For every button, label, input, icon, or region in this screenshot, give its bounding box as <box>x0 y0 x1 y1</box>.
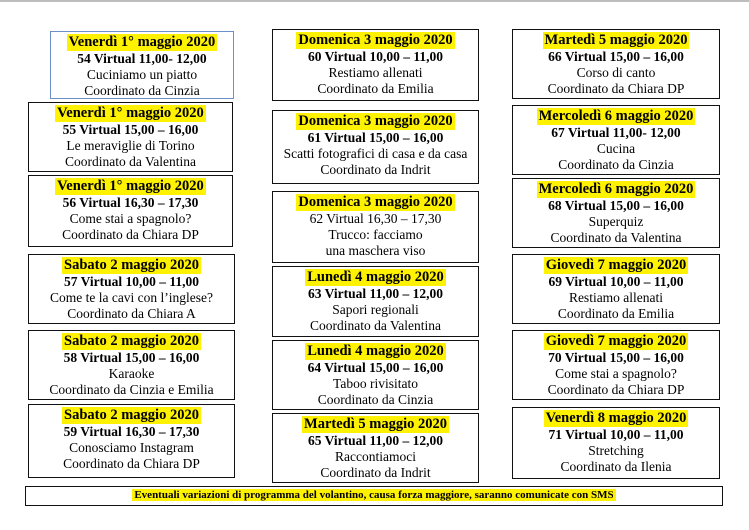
event-title: Taboo rivisitato <box>333 376 418 391</box>
event-code: 71 Virtual 10,00 – 11,00 <box>548 427 684 442</box>
event-coordinator: Coordinato da Ilenia <box>560 459 672 474</box>
event-code: 63 Virtual 11,00 – 12,00 <box>307 286 443 301</box>
event-code: 67 Virtual 11,00- 12,00 <box>551 125 681 140</box>
event-coordinator: Coordinato da Valentina <box>65 154 196 169</box>
event-subtitle: una maschera viso <box>325 243 426 258</box>
event-title: Restiamo allenati <box>568 290 664 305</box>
event-title: Cucina <box>596 141 636 156</box>
event-card[interactable] <box>272 413 479 483</box>
event-day: Martedì 5 maggio 2020 <box>304 416 447 432</box>
event-day: Venerdì 1° maggio 2020 <box>68 34 216 50</box>
event-code: 61 Virtual 15,00 – 16,00 <box>307 130 444 145</box>
event-card[interactable] <box>28 175 233 247</box>
event-code: 60 Virtual 10,00 – 11,00 <box>307 49 443 64</box>
event-card[interactable] <box>512 330 720 400</box>
event-day: Sabato 2 maggio 2020 <box>64 257 199 273</box>
event-card[interactable] <box>28 404 235 478</box>
event-card[interactable] <box>272 266 479 337</box>
event-title: Le meraviglie di Torino <box>66 138 195 153</box>
event-code: 59 Virtual 16,30 – 17,30 <box>63 424 200 439</box>
event-day: Lunedì 4 maggio 2020 <box>307 269 444 285</box>
event-card[interactable] <box>512 105 720 175</box>
event-title: Come stai a spagnolo? <box>69 211 192 226</box>
event-day: Lunedì 4 maggio 2020 <box>307 343 444 359</box>
event-coordinator: Coordinato da Cinzia e Emilia <box>49 382 214 397</box>
event-day: Venerdì 1° maggio 2020 <box>57 105 204 121</box>
event-card[interactable] <box>50 31 234 99</box>
event-coordinator: Coordinato da Chiara DP <box>547 81 685 96</box>
event-coordinator: Coordinato da Chiara DP <box>547 382 685 397</box>
page-edge <box>0 0 750 2</box>
event-coordinator: Coordinato da Emilia <box>557 306 675 321</box>
event-day: Mercoledì 6 maggio 2020 <box>538 181 694 197</box>
event-coordinator: Coordinato da Cinzia <box>84 83 200 98</box>
event-coordinator: Coordinato da Valentina <box>310 318 441 333</box>
event-code: 62 Virtual 16,30 – 17,30 <box>309 211 442 226</box>
event-title: Come te la cavi con l’inglese? <box>49 290 214 305</box>
event-day: Venerdì 1° maggio 2020 <box>57 178 204 194</box>
event-coordinator: Coordinato da Cinzia <box>317 392 434 407</box>
event-day: Domenica 3 maggio 2020 <box>298 194 453 210</box>
event-title: Superquiz <box>588 214 644 229</box>
event-title: Come stai a spagnolo? <box>555 366 677 381</box>
event-card[interactable] <box>512 407 720 479</box>
event-card[interactable] <box>512 29 720 99</box>
event-day: Domenica 3 maggio 2020 <box>298 32 453 48</box>
event-title: Scatti fotografici di casa e da casa <box>283 146 468 161</box>
event-coordinator: Coordinato da Valentina <box>550 230 682 245</box>
footer-notice <box>25 486 723 506</box>
footer-note-text: Eventuali variazioni di programma del volantino, causa forza maggiore, saranno comunicate con SMS <box>134 489 614 501</box>
event-coordinator: Coordinato da Emilia <box>317 81 434 96</box>
event-code: 68 Virtual 15,00 – 16,00 <box>548 198 684 213</box>
event-code: 64 Virtual 15,00 – 16,00 <box>307 360 444 375</box>
event-card[interactable] <box>28 254 235 324</box>
event-coordinator: Coordinato da Chiara A <box>67 306 196 321</box>
event-card[interactable] <box>272 29 479 101</box>
event-card[interactable] <box>272 110 479 184</box>
event-coordinator: Coordinato da Cinzia <box>558 157 674 172</box>
event-title: Cuciniamo un piatto <box>86 67 198 82</box>
event-code: 69 Virtual 10,00 – 11,00 <box>548 274 684 289</box>
event-day: Sabato 2 maggio 2020 <box>64 407 199 423</box>
event-coordinator: Coordinato da Indrit <box>320 465 431 480</box>
event-title: Raccontiamoci <box>335 449 416 464</box>
event-coordinator: Coordinato da Chiara DP <box>63 456 200 471</box>
event-title: Stretching <box>588 443 644 458</box>
event-card[interactable] <box>272 191 479 263</box>
event-code: 55 Virtual 15,00 – 16,00 <box>62 122 199 137</box>
event-title: Conosciamo Instagram <box>69 440 194 455</box>
event-day: Sabato 2 maggio 2020 <box>64 333 199 349</box>
event-card[interactable] <box>28 330 235 400</box>
event-code: 54 Virtual 11,00- 12,00 <box>77 51 207 66</box>
event-day: Venerdì 8 maggio 2020 <box>545 410 687 426</box>
event-day: Domenica 3 maggio 2020 <box>298 113 453 129</box>
event-title: Restiamo allenati <box>328 65 423 80</box>
event-card[interactable] <box>512 254 720 324</box>
event-day: Martedì 5 maggio 2020 <box>544 32 688 48</box>
event-day: Giovedì 7 maggio 2020 <box>545 257 687 273</box>
event-title: Karaoke <box>108 366 155 381</box>
event-title: Corso di canto <box>576 65 656 80</box>
event-code: 66 Virtual 15,00 – 16,00 <box>548 49 684 64</box>
event-code: 57 Virtual 10,00 – 11,00 <box>63 274 199 289</box>
event-day: Mercoledì 6 maggio 2020 <box>538 108 694 124</box>
event-title: Trucco: facciamo <box>328 227 423 242</box>
event-coordinator: Coordinato da Indrit <box>320 162 431 177</box>
event-day: Giovedì 7 maggio 2020 <box>545 333 687 349</box>
event-card[interactable] <box>512 178 720 248</box>
event-code: 56 Virtual 16,30 – 17,30 <box>62 195 199 210</box>
event-title: Sapori regionali <box>332 302 419 317</box>
event-code: 58 Virtual 15,00 – 16,00 <box>63 350 200 365</box>
event-coordinator: Coordinato da Chiara DP <box>62 227 199 242</box>
event-code: 70 Virtual 15,00 – 16,00 <box>548 350 684 365</box>
event-code: 65 Virtual 11,00 – 12,00 <box>307 433 443 448</box>
event-card[interactable] <box>272 340 479 410</box>
event-card[interactable] <box>28 102 233 172</box>
